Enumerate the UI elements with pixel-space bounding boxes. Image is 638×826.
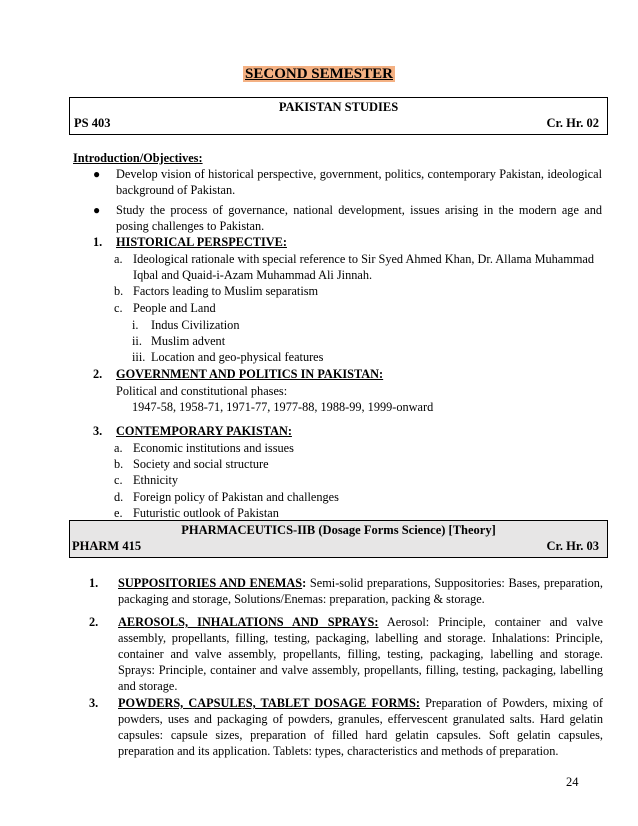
section-heading: HISTORICAL PERSPECTIVE: — [116, 235, 287, 249]
item-heading: POWDERS, CAPSULES, TABLET DOSAGE FORMS: — [118, 696, 420, 710]
item-text: People and Land — [133, 301, 216, 315]
section-number: 2. — [93, 367, 103, 381]
course-credits: Cr. Hr. 03 — [546, 539, 599, 553]
item-letter: a. — [114, 252, 123, 266]
item-heading: SUPPOSITORIES AND ENEMAS — [118, 576, 303, 590]
page-number: 24 — [566, 775, 579, 789]
course-item — [118, 695, 603, 759]
item-text: Ethnicity — [133, 473, 179, 487]
section-line: 1947-58, 1958-71, 1971-77, 1977-88, 1988-99, 1999-onward — [132, 400, 434, 414]
course-header-pharmaceutics — [69, 520, 608, 558]
item-text: Futuristic outlook of Pakistan — [133, 506, 279, 520]
item-number: 3. — [89, 696, 99, 710]
section-number: 1. — [93, 235, 103, 249]
item-heading: AEROSOLS, INHALATIONS AND SPRAYS: — [118, 615, 379, 629]
section-line: Political and constitutional phases: — [116, 384, 288, 398]
course-item — [118, 614, 603, 694]
bullet-icon: ● — [93, 167, 101, 181]
item-text: Factors leading to Muslim separatism — [133, 284, 319, 298]
course-code: PHARM 415 — [72, 539, 142, 553]
item-text: Economic institutions and issues — [133, 441, 294, 455]
item-text: Ideological rationale with special reference to Sir Syed Ahmed Khan, Dr. Allama Muhammad Iqbal and Quaid-i-Azam Muhammad Ali Jinnah. — [133, 252, 594, 282]
item-letter: e. — [114, 506, 123, 520]
semester-title: SECOND SEMESTER — [245, 66, 393, 82]
subitem-text: Muslim advent — [151, 334, 226, 348]
course-credits: Cr. Hr. 02 — [546, 116, 599, 130]
item-number: 2. — [89, 615, 99, 629]
subitem-numeral: ii. — [132, 334, 142, 348]
item-body: Aerosol: Principle, container and valve assembly, propellants, filling, testing, packaging, labelling and storage. Inhalations: Principle, container and valve assembly, propellants, filling, testing, packaging, labelling and storage. Sprays: Principle, container and valve assembly, propellants, filling, testing, packaging, labelling and storage. — [118, 615, 603, 693]
section-heading: CONTEMPORARY PAKISTAN: — [116, 424, 292, 438]
item-letter: d. — [114, 490, 124, 504]
item-letter: c. — [114, 473, 123, 487]
item-letter: a. — [114, 441, 123, 455]
section-number: 3. — [93, 424, 103, 438]
item-letter: b. — [114, 284, 124, 298]
subitem-numeral: i. — [132, 318, 139, 332]
subitem-text: Location and geo-physical features — [151, 350, 324, 364]
item-text: Foreign policy of Pakistan and challenges — [133, 490, 339, 504]
bullet-icon: ● — [93, 203, 101, 217]
item-text: Society and social structure — [133, 457, 269, 471]
course-title: PAKISTAN STUDIES — [278, 100, 399, 114]
course-code: PS 403 — [74, 116, 111, 130]
item-body: Preparation of Powders, mixing of powders, uses and packaging of powders, granules, effervescent granulated salts. Hard gelatin capsules: capsule sizes, preparation of filled hard gelatin capsules. Soft gelatin capsules, preparation and its application. Tablets: types, characteristics and methods of preparation. — [118, 696, 603, 758]
item-letter: b. — [114, 457, 124, 471]
objective-bullet: Develop vision of historical perspective, government, politics, contemporary Pakistan, ideological background of Pakistan. — [116, 167, 602, 197]
section-heading: GOVERNMENT AND POLITICS IN PAKISTAN: — [116, 367, 384, 381]
item-heading-colon: : — [302, 576, 307, 590]
item-letter: c. — [114, 301, 123, 315]
course-item — [118, 575, 603, 607]
subitem-numeral: iii. — [132, 350, 146, 364]
item-body: Semi-solid preparations, Suppositories: Bases, preparation, packaging and storage, Solutions/Enemas: preparation, packing & storage. — [118, 576, 603, 606]
course-title: PHARMACEUTICS-IIB (Dosage Forms Science) [Theory] — [181, 523, 496, 537]
objective-bullet: Study the process of governance, national development, issues arising in the modern age and posing challenges to Pakistan. — [116, 203, 602, 233]
subitem-text: Indus Civilization — [151, 318, 240, 332]
item-number: 1. — [89, 576, 99, 590]
intro-heading: Introduction/Objectives: — [73, 151, 203, 165]
course-header-pakistan-studies — [69, 97, 608, 135]
